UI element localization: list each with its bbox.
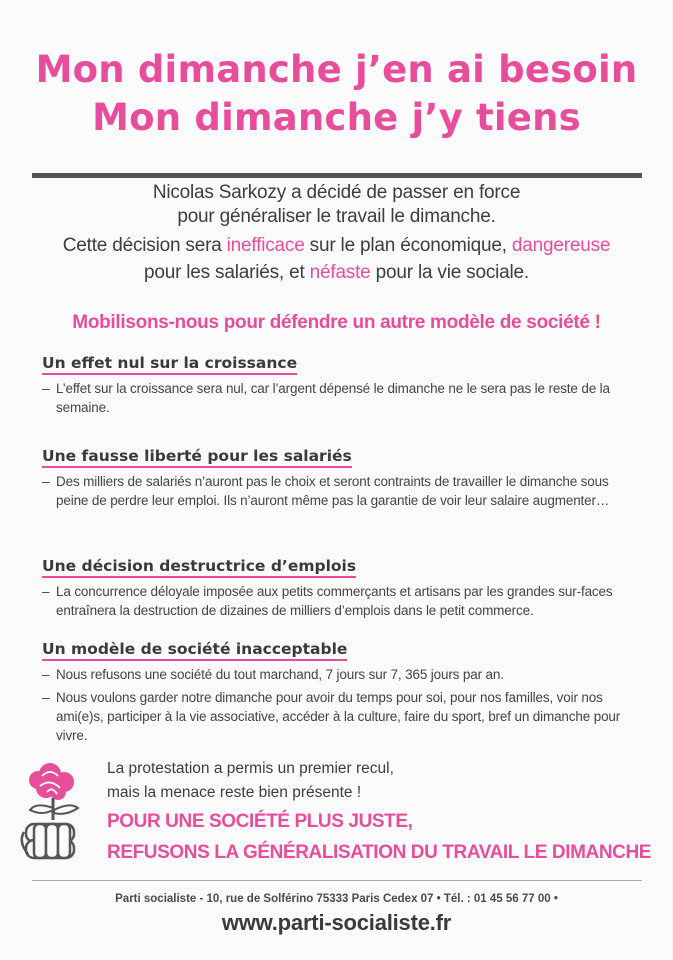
section-bullet: – Des milliers de salariés n’auront pas le choix et seront contraints de travailler le dimanche sous peine de perdre leur emploi. Ils n’auront même pas la garantie de voir leur salaire augmenter… [42, 472, 642, 510]
intro-line-3-text-a: Cette décision sera [62, 235, 227, 256]
keyword-dangereuse: dangereuse [511, 235, 611, 256]
rose-in-fist-icon [20, 758, 90, 868]
intro-line-3 [0, 235, 673, 257]
intro-line-4-text-c: pour la vie sociale. [370, 262, 530, 283]
section-heading: Un effet nul sur la croissance [42, 354, 297, 375]
intro-line-1: Nicolas Sarkozy a décidé de passer en force [152, 182, 521, 203]
section-bullet: – Nous refusons une société du tout marchand, 7 jours sur 7, 365 jours par an. [42, 665, 642, 684]
section-emplois [42, 557, 642, 620]
section-liberte [42, 447, 642, 510]
section-heading: Une fausse liberté pour les salariés [42, 447, 352, 468]
protest-line-1: La protestation a permis un premier recul, [107, 760, 394, 777]
footer-address: Parti socialiste - 10, rue de Solférino 75333 Paris Cedex 07 • Tél. : 01 45 56 77 00 • [115, 893, 558, 905]
section-croissance [42, 354, 642, 417]
section-heading: Une décision destructrice d’emplois [42, 557, 356, 578]
title-line-1: Mon dimanche j’en ai besoin [35, 48, 638, 91]
protest-line-2: mais la menace reste bien présente ! [107, 784, 362, 801]
keyword-nefaste: néfaste [309, 262, 371, 283]
footer-website[interactable]: www.parti-socialiste.fr [221, 910, 452, 935]
bottom-divider [32, 880, 642, 881]
slogan-line-1: POUR UNE SOCIÉTÉ PLUS JUSTE, [107, 811, 413, 832]
intro-line-4-text-a: pour les salariés, et [143, 262, 310, 283]
section-bullet: – Nous voulons garder notre dimanche pour avoir du temps pour soi, pour nos familles, voir nos ami(e)s, participer à la vie associative, accéder à la culture, faire du sport, bref un dimanche pour vivre. [42, 688, 642, 745]
section-bullet: – L’effet sur la croissance sera nul, car l’argent dépensé le dimanche ne le sera pas le reste de la semaine. [42, 379, 642, 417]
title-line-2: Mon dimanche j’y tiens [92, 96, 581, 139]
top-divider [32, 173, 642, 178]
intro-line-2: pour généraliser le travail le dimanche. [177, 206, 496, 227]
mobilize-call: Mobilisons-nous pour défendre un autre modèle de société ! [72, 312, 601, 333]
section-bullet: – La concurrence déloyale imposée aux petits commerçants et artisans par les grandes sur-faces entraînera la destruction de dizaines de milliers d’emplois dans le petit commerce. [42, 582, 642, 620]
section-modele [42, 640, 642, 745]
intro-line-4 [0, 262, 673, 284]
protest-text [107, 757, 394, 805]
keyword-inefficace: inefficace [226, 235, 305, 256]
intro-line-3-text-c: sur le plan économique, [304, 235, 512, 256]
section-heading: Un modèle de société inacceptable [42, 640, 347, 661]
slogan-line-2: REFUSONS LA GÉNÉRALISATION DU TRAVAIL LE DIMANCHE [107, 842, 652, 863]
